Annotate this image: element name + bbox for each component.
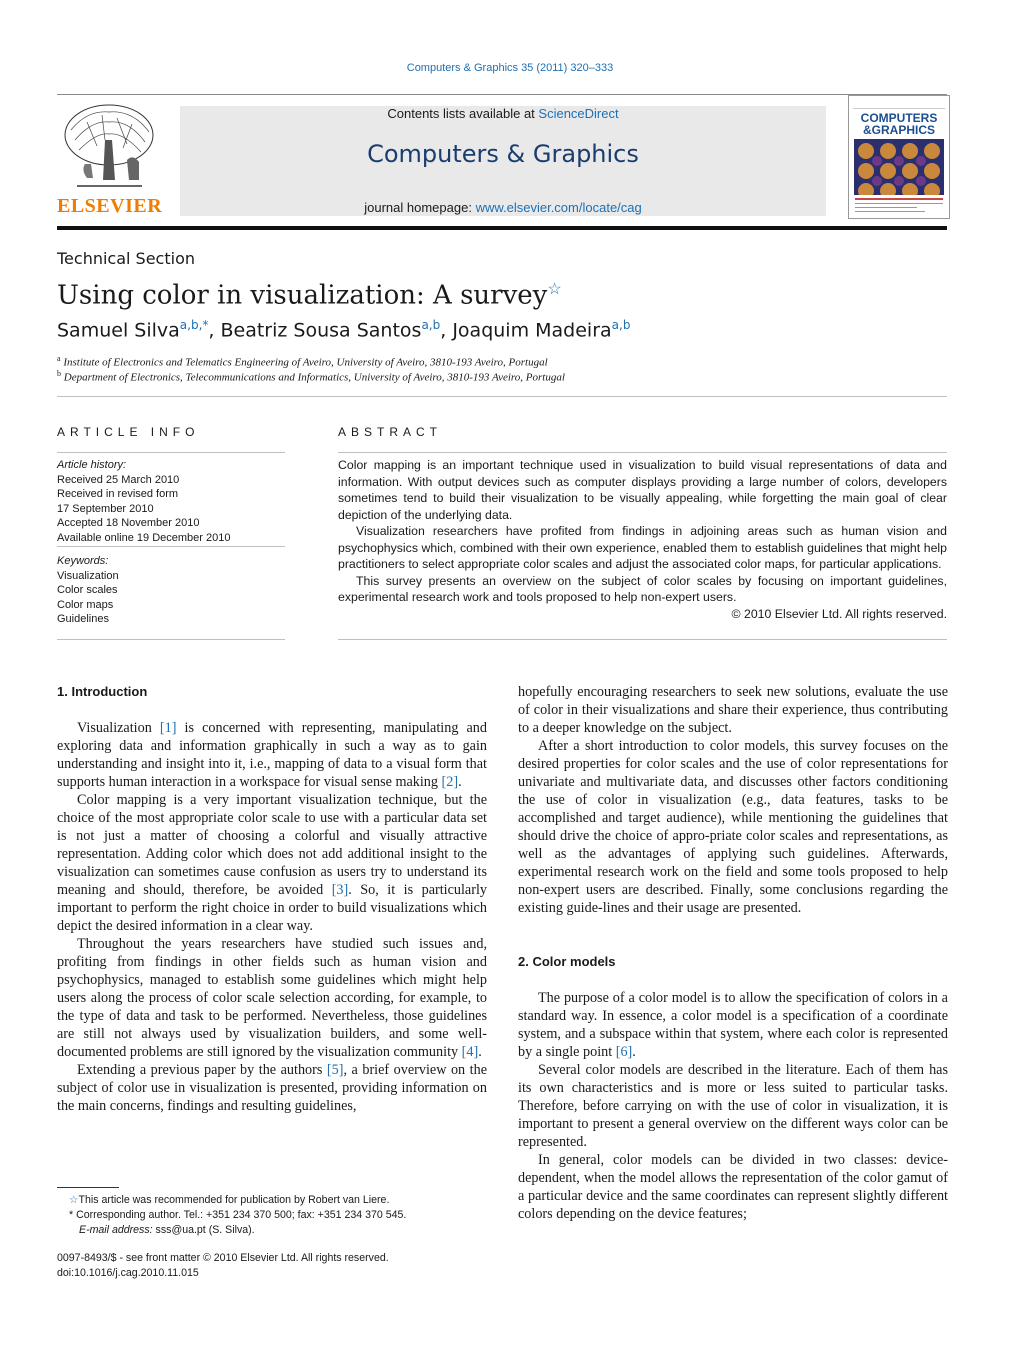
reference-link[interactable]: [2] <box>441 774 459 790</box>
author-separator: , <box>208 319 221 342</box>
journal-title: Computers & Graphics <box>367 140 639 168</box>
article-info-heading: ARTICLE INFO <box>57 425 200 439</box>
reference-link[interactable]: [1] <box>159 720 177 736</box>
journal-cover <box>848 95 950 219</box>
article-info-bottom-rule <box>57 639 285 640</box>
keyword: Guidelines <box>57 613 109 625</box>
author-affil-marker[interactable]: a,b,* <box>179 318 209 332</box>
footnote-star-marker: ☆ <box>69 1194 79 1206</box>
affiliation-marker: b <box>57 369 61 378</box>
footnotes <box>57 1193 487 1238</box>
cover-title-line1: COMPUTERS <box>860 111 938 125</box>
history-entry: Accepted 18 November 2010 <box>57 517 200 529</box>
cover-footer-lines <box>855 198 943 212</box>
body-paragraph: Extending a previous paper by the authors [5], a brief overview on the subject of color use in visualization is presented, providing information on the main concerns, findings and resulting guidelines, <box>57 1062 488 1114</box>
left-column <box>57 683 487 1115</box>
top-divider <box>57 94 947 95</box>
body-paragraph: Several color models are described in the literature. Each of them has its own characteristics and is more or less suited to particular tasks. Therefore, before carrying on with the use of color in visualization, it is important to present a general overview on the different ways color can be represented. <box>518 1062 948 1150</box>
homepage-prefix: journal homepage: <box>364 200 476 215</box>
body-paragraph: After a short introduction to color models, this survey focuses on the desired properties for color scales and the use of color representations for univariate and multivariate data, and discusses other factors conditioning the use of color in visualization (e.g., data features, tasks to be accomplished and target audience), while mentioning the guidelines that should drive the choice of appro-priate color scales and representations, as well as the advantages of applying such guidelines. Afterwards, experimental research work on the field and some tools proposed to help non-expert users are described. Finally, some conclusions regarding the existing guide-lines and their usage are presented. <box>518 738 948 916</box>
keywords-rule <box>57 546 285 547</box>
homepage-link[interactable]: www.elsevier.com/locate/cag <box>475 200 642 215</box>
reference-link[interactable]: [6] <box>615 1044 633 1060</box>
journal-citation[interactable]: Computers & Graphics 35 (2011) 320–333 <box>406 62 614 74</box>
keyword: Visualization <box>57 569 119 582</box>
author-name[interactable]: Samuel Silva <box>57 319 180 342</box>
elsevier-tree-logo <box>57 100 162 195</box>
history-entry: Received in revised form <box>57 488 179 500</box>
doi-line[interactable]: doi:10.1016/j.cag.2010.11.015 <box>57 1267 199 1279</box>
title-footnote-star[interactable]: ☆ <box>547 279 562 298</box>
email-value[interactable]: sss@ua.pt (S. Silva). <box>155 1224 255 1236</box>
author-separator: , <box>440 319 453 342</box>
footnote-corresponding <box>57 1208 487 1223</box>
body-paragraph: Throughout the years researchers have studied such issues and, profiting from findings in other fields such as human vision and psychophysics, managed to establish some guidelines which might help users along the process of color scale selection according, for example, to the type of data and task to be performed. Nevertheless, those guidelines are still not always used by visualization builders, and some well-documented problems are still ignored by the visualization community [4]. <box>57 936 487 1060</box>
author-name[interactable]: Joaquim Madeira <box>452 319 612 342</box>
footnote-rule <box>57 1187 119 1188</box>
abstract-bottom-rule <box>338 639 947 640</box>
author-name[interactable]: Beatriz Sousa Santos <box>220 319 422 342</box>
body-paragraph: Visualization [1] is concerned with representing, manipulating and exploring data and information graphically in such a way as to gain understanding and insight into it, i.e., mapping of data to a visual form that supports human interaction in a workspace for visual sense making [2]. <box>57 720 487 790</box>
section-heading: 1. Introduction <box>57 684 148 699</box>
contents-prefix: Contents lists available at <box>387 106 539 121</box>
keywords-block <box>57 554 285 627</box>
keyword: Color maps <box>57 598 114 611</box>
cover-artwork <box>854 139 944 195</box>
body-paragraph: The purpose of a color model is to allow the specification of colors in a standard way. In essence, a color model is a specification of a coordinate system, and a subspace within that system, where each color is represented by a single point [6]. <box>518 990 948 1060</box>
history-label: Article history: <box>57 459 127 471</box>
footnote-star-text: This article was recommended for publication by Robert van Liere. <box>78 1194 390 1206</box>
contents-line <box>180 106 826 121</box>
issn-doi-block <box>57 1251 487 1281</box>
article-info-rule <box>57 452 285 453</box>
history-entry: Available online 19 December 2010 <box>57 531 231 544</box>
author-affil-marker[interactable]: a,b <box>611 318 631 332</box>
abstract-paragraph: Visualization researchers have profited from findings in adjoining areas such as human vision and psychophysics which, combined with their own experience, enabled them to establish guidelines that might help practitioners to select appropriate color scales and adjust the associated color maps, for particular applications. <box>338 524 947 571</box>
reference-link[interactable]: [3] <box>331 882 349 898</box>
section-label: Technical Section <box>57 249 195 268</box>
reference-link[interactable]: [5] <box>326 1062 344 1078</box>
title-block-divider <box>57 396 947 397</box>
affiliation <box>57 354 548 369</box>
author-list <box>57 318 630 341</box>
body-paragraph: In general, color models can be divided in two classes: device-dependent, when the model allows the representation of the color gamut of a particular device and the same coordinates can represent slightly different colors depending on the device features; <box>518 1152 948 1222</box>
abstract-paragraph: This survey presents an overview on the subject of color scales by focusing on important guidelines, experimental research work and tools proposed to help non-expert users. <box>338 573 947 604</box>
reference-link[interactable]: [4] <box>461 1044 479 1060</box>
affiliation-marker: a <box>57 354 61 363</box>
history-entry: Received 25 March 2010 <box>57 473 180 486</box>
footnote-email <box>57 1223 487 1238</box>
abstract-body <box>338 457 947 622</box>
cover-title-line2: &GRAPHICS <box>862 123 935 137</box>
history-entry: 17 September 2010 <box>57 502 154 515</box>
keywords-label: Keywords: <box>57 555 109 567</box>
body-paragraph: Color mapping is a very important visualization technique, but the choice of the most appropriate color scale to use with a particular data set is not just a matter of choosing a colorful and visually attractive representation. Adding color which does not add additional insight to the visualization can sometimes cause confusion as users try to understand its meaning and should, therefore, be avoided [3]. So, it is particularly important to perform the right choice in order to build visualizations which depict the desired information in a clear way. <box>57 792 487 934</box>
email-label: E-mail address: <box>79 1224 153 1236</box>
affiliation-text: Department of Electronics, Telecommunications and Informatics, University of Aveiro, 3810-193 Aveiro, Portugal <box>63 371 565 384</box>
article-history <box>57 458 285 545</box>
issn-line: 0097-8493/$ - see front matter © 2010 Elsevier Ltd. All rights reserved. <box>57 1252 389 1264</box>
abstract-copyright: © 2010 Elsevier Ltd. All rights reserved. <box>731 606 947 621</box>
affiliation <box>57 369 565 384</box>
footnote-corr-text: Corresponding author. Tel.: +351 234 370 500; fax: +351 234 370 545. <box>76 1209 407 1221</box>
journal-homepage <box>180 200 826 215</box>
elsevier-wordmark: ELSEVIER <box>57 195 163 217</box>
header-thick-rule <box>57 226 947 230</box>
keyword: Color scales <box>57 584 118 596</box>
author-affil-marker[interactable]: a,b <box>421 318 441 332</box>
right-column <box>518 683 948 1223</box>
abstract-rule <box>338 452 947 453</box>
abstract-heading: ABSTRACT <box>338 425 443 439</box>
footnote-star <box>57 1193 487 1208</box>
section-heading: 2. Color models <box>518 954 616 969</box>
affiliation-text: Institute of Electronics and Telematics Engineering of Aveiro, University of Aveiro, 3810-193 Aveiro, Portugal <box>63 356 548 369</box>
footnote-corr-marker: * <box>69 1209 74 1221</box>
article-title <box>57 279 562 311</box>
cover-header-strip <box>853 96 945 109</box>
abstract-paragraph: Color mapping is an important technique used in visualization to build visual representations of data and information. With output devices such as computer displays providing a large number of colors, developers sometimes tend to build their visualization to be visually appealing, while forgetting the main goal of clear depiction of the underlying data. <box>338 458 947 522</box>
article-title-text: Using color in visualization: A survey <box>57 280 548 311</box>
body-paragraph: hopefully encouraging researchers to seek new solutions, evaluate the use of color in their visualizations and share their experience, thus contributing to a deeper knowledge on the subject. <box>518 684 948 736</box>
sciencedirect-link[interactable]: ScienceDirect <box>538 106 619 121</box>
